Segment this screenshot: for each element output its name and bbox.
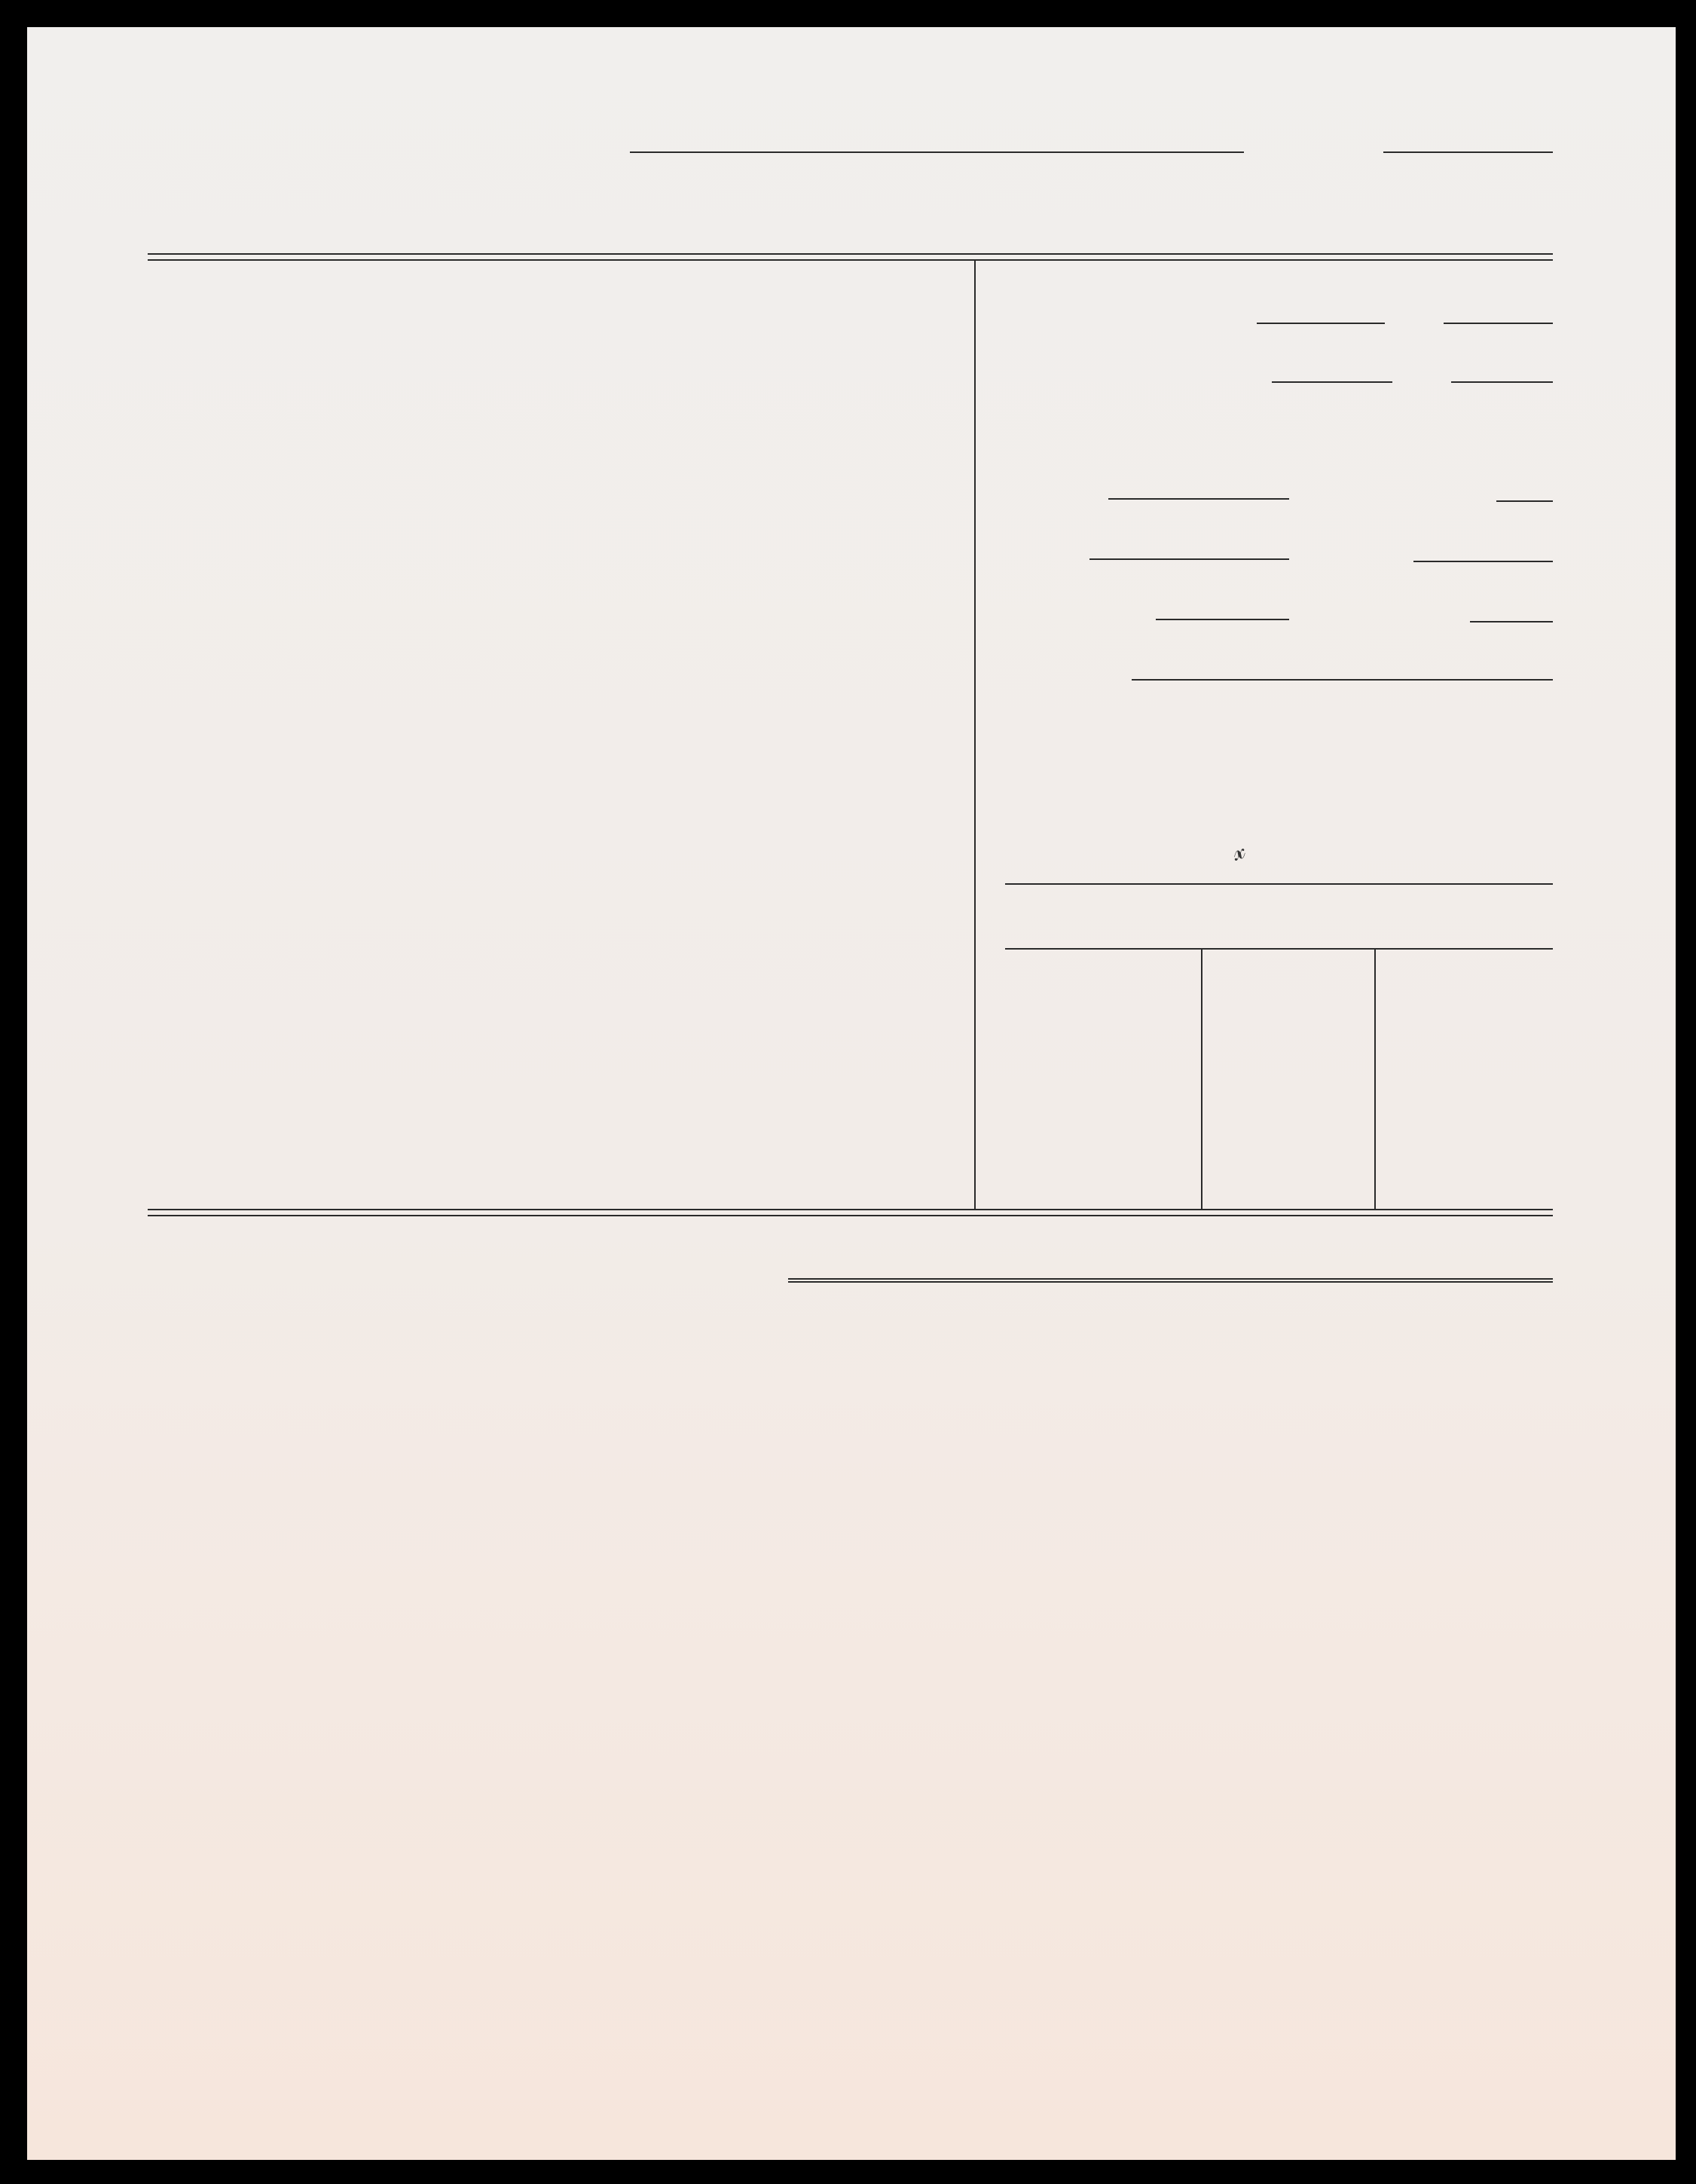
pencil-mark: 𝓍 xyxy=(1227,836,1249,867)
history-rule xyxy=(788,1278,1553,1280)
tests-top-rule xyxy=(1005,883,1553,885)
history-rule-2 xyxy=(788,1281,1553,1283)
diphtheria-line[interactable] xyxy=(1272,381,1392,383)
chickenpox-line[interactable] xyxy=(1156,619,1289,620)
tests-header-rule xyxy=(1005,948,1553,950)
mumps-line[interactable] xyxy=(1089,558,1289,560)
scarlet-line[interactable] xyxy=(1470,621,1553,622)
diphtheria-date-line[interactable] xyxy=(1451,381,1553,383)
class-line[interactable] xyxy=(1383,151,1553,153)
remarks-line[interactable] xyxy=(1132,679,1553,681)
vaccinated-date-line[interactable] xyxy=(1444,323,1553,324)
physical-notes xyxy=(144,965,165,974)
whooping-line[interactable] xyxy=(1496,500,1553,502)
vaccinated-line[interactable] xyxy=(1257,323,1385,324)
top-rule xyxy=(148,253,1553,255)
middle-divider xyxy=(974,259,976,1209)
smallpox-line[interactable] xyxy=(1413,561,1553,562)
name-line[interactable] xyxy=(630,151,1244,153)
measles-line[interactable] xyxy=(1108,498,1289,500)
tests-col-divider xyxy=(1201,948,1202,1209)
record-card xyxy=(27,27,1676,2160)
top-rule-2 xyxy=(148,259,1553,261)
tests-col-divider xyxy=(1374,948,1376,1209)
mid-rule xyxy=(148,1209,1553,1210)
mid-rule-2 xyxy=(148,1215,1553,1216)
